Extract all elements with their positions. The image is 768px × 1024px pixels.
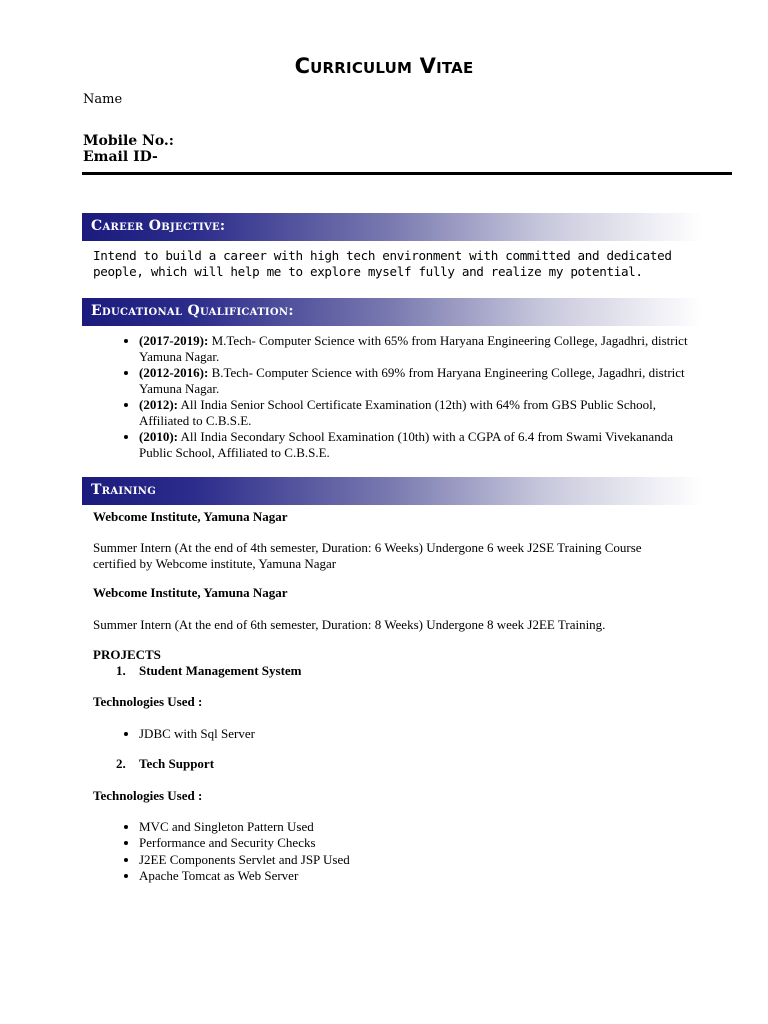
- technologies-label-1: Technologies Used :: [93, 694, 203, 709]
- section-title-objective: Career Objective:: [91, 218, 226, 234]
- education-item: [139, 365, 699, 397]
- education-detail: All India Senior School Certificate Examination (12th) with 64% from GBS Public School, Affiliated to C.B.S.E.: [139, 397, 657, 428]
- training-institute-2: Webcome Institute, Yamuna Nagar: [93, 585, 288, 600]
- technology-item: • JDBC with Sql Server: [139, 726, 255, 742]
- section-title-training: Training: [91, 482, 157, 498]
- technology-item: • J2EE Components Servlet and JSP Used: [139, 852, 350, 868]
- technologies-list-1: [113, 726, 255, 742]
- technologies-label-2: Technologies Used :: [93, 788, 203, 803]
- section-title-education: Educational Qualification:: [91, 303, 294, 319]
- mobile-label: Mobile No.:: [83, 133, 174, 149]
- education-item: [139, 429, 699, 461]
- technologies-list-2: [113, 819, 350, 884]
- project-item-1: [116, 663, 302, 679]
- training-institute-1: Webcome Institute, Yamuna Nagar: [93, 509, 288, 524]
- project-name: Student Management System: [139, 663, 302, 678]
- education-detail: M.Tech- Computer Science with 65% from Haryana Engineering College, Jagadhri, district Yamuna Nagar.: [139, 333, 688, 364]
- education-period: (2012):: [139, 397, 178, 412]
- header-divider: [82, 172, 732, 175]
- education-period: (2017-2019):: [139, 333, 209, 348]
- section-band-training: [82, 477, 702, 505]
- project-name: Tech Support: [139, 756, 215, 771]
- name-label: Name: [83, 92, 123, 107]
- technology-item: • Performance and Security Checks: [139, 835, 350, 851]
- section-band-objective: [82, 213, 702, 241]
- education-item: [139, 333, 699, 365]
- training-description-2: Summer Intern (At the end of 6th semester, Duration: 8 Weeks) Undergone 8 week J2EE Training.: [93, 617, 606, 632]
- education-detail: All India Secondary School Examination (10th) with a CGPA of 6.4 from Swami Vivekananda Public School, Affiliated to C.B.S.E.: [139, 429, 673, 460]
- project-number: 1.: [116, 663, 126, 678]
- project-item-2: [116, 756, 214, 772]
- document-title: Curriculum Vitae: [294, 54, 474, 78]
- technology-item: • MVC and Singleton Pattern Used: [139, 819, 350, 835]
- technology-item: • Apache Tomcat as Web Server: [139, 868, 350, 884]
- training-description-1: Summer Intern (At the end of 4th semester, Duration: 6 Weeks) Undergone 6 week J2SE Training Course certified by Webcome institute, Yamuna Nagar: [93, 540, 642, 571]
- education-period: (2010):: [139, 429, 178, 444]
- objective-text: Intend to build a career with high tech environment with committed and dedicated people, which will help me to explore myself fully and realize my potential.: [93, 248, 672, 279]
- education-detail: B.Tech- Computer Science with 69% from Haryana Engineering College, Jagadhri, district Yamuna Nagar.: [139, 365, 685, 396]
- section-band-education: [82, 298, 702, 326]
- project-number: 2.: [116, 756, 126, 771]
- education-list: [113, 333, 699, 461]
- email-label: Email ID-: [83, 149, 158, 165]
- projects-heading: PROJECTS: [93, 647, 161, 662]
- education-period: (2012-2016):: [139, 365, 209, 380]
- education-item: [139, 397, 699, 429]
